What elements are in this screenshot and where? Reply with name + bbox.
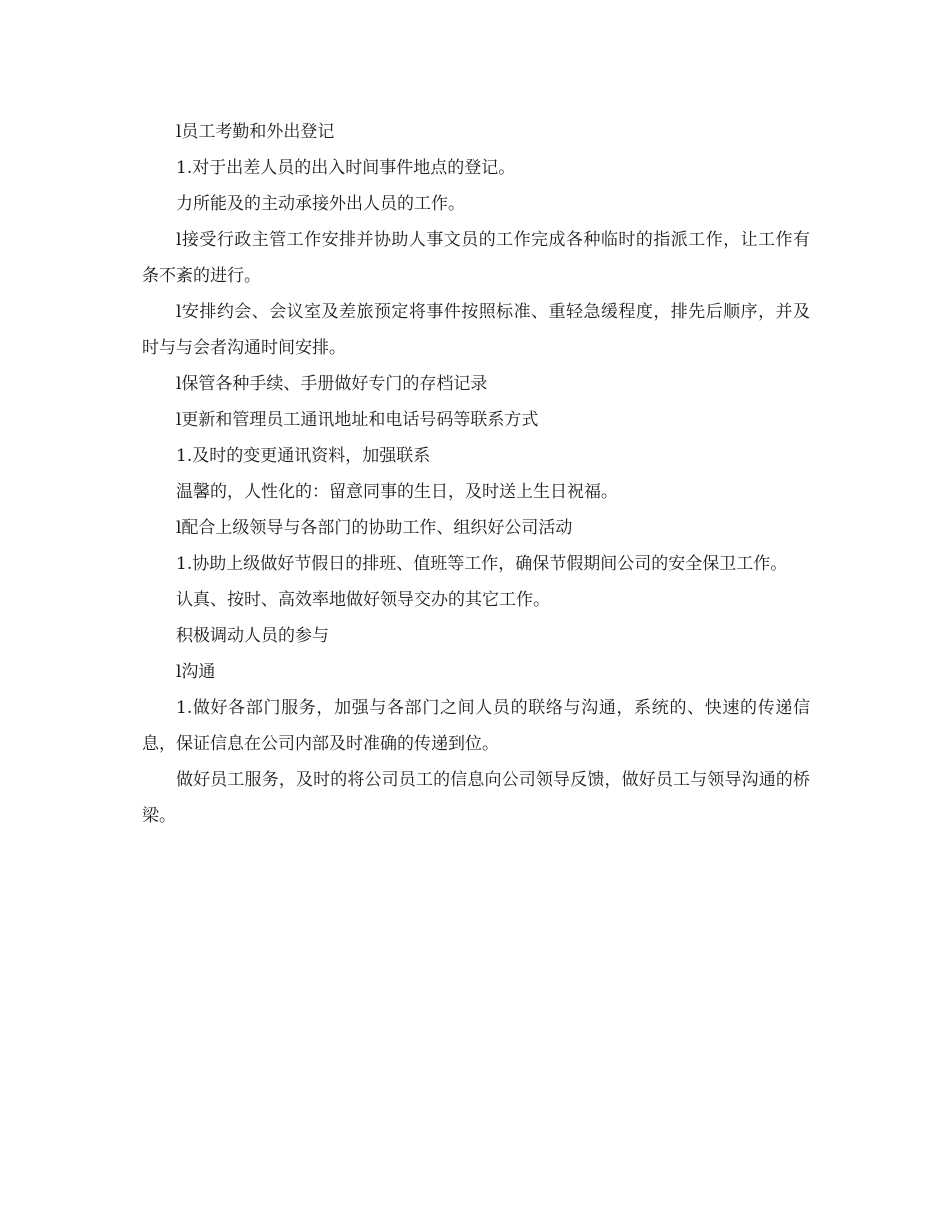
paragraph-outside-staff: 力所能及的主动承接外出人员的工作。 [176,194,465,214]
paragraph-birthday: 温馨的，人性化的：留意同事的生日，及时送上生日祝福。 [176,482,618,502]
paragraph-company-events: l配合上级领导与各部门的协助工作、组织好公司活动 [176,518,573,538]
paragraph-other-tasks: 认真、按时、高效率地做好领导交办的其它工作。 [176,590,550,610]
paragraph-employee-service: 做好员工服务，及时的将公司员工的信息向公司领导反馈，做好员工与领导沟通的桥梁。 [142,770,810,826]
paragraph-contact-info: l更新和管理员工通讯地址和电话号码等联系方式 [176,410,539,430]
paragraph-participation: 积极调动人员的参与 [176,626,329,646]
paragraph-archive: l保管各种手续、手册做好专门的存档记录 [176,374,488,394]
paragraph-meetings: l安排约会、会议室及差旅预定将事件按照标准、重轻急缓程度，排先后顺序，并及时与与会者沟通时间安排。 [142,302,810,358]
paragraph-attendance: l员工考勤和外出登记 [176,122,335,142]
paragraph-department-service: 1.做好各部门服务，加强与各部门之间人员的联络与沟通，系统的、快速的传递信息，保证信息在公司内部及时准确的传递到位。 [142,698,810,754]
paragraph-business-trip-log: 1.对于出差人员的出入时间事件地点的登记。 [176,158,516,178]
paragraph-holiday-shifts: 1.协助上级做好节假日的排班、值班等工作，确保节假期间公司的安全保卫工作。 [176,554,788,574]
paragraph-update-contacts: 1.及时的变更通讯资料，加强联系 [176,446,431,466]
paragraph-communication-heading: l沟通 [176,662,216,682]
document-body [142,114,810,834]
paragraph-admin-tasks: l接受行政主管工作安排并协助人事文员的工作完成各种临时的指派工作，让工作有条不紊的进行。 [142,230,810,286]
